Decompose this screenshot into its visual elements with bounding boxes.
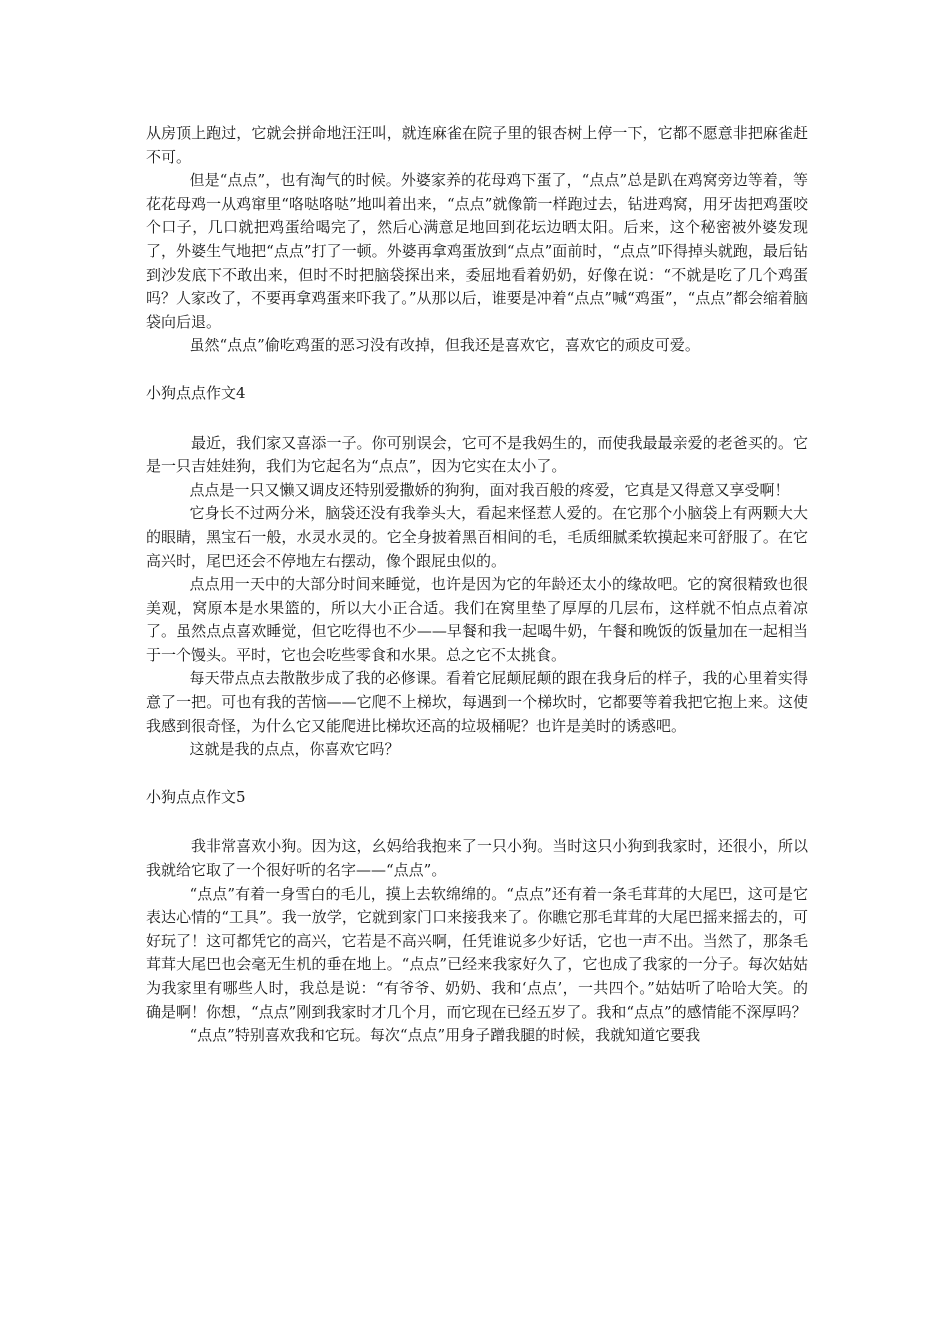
essay-heading-5: 小狗点点作文5 [146,787,246,806]
essay5-paragraph: “点点”有着一身雪白的毛儿，摸上去软绵绵的。“点点”还有着一条毛茸茸的大尾巴，这可是它表达心情的“工具”。我一放学，它就到家门口来接我来了。你瞧它那毛茸茸的大尾巴摇来摇去的，可好玩了！这可都凭它的高兴，它若是不高兴啊，任凭谁说多少好话，它也一声不出。当然了，那条毛茸茸大尾巴也会毫无生机的垂在地上。“点点”已经来我家好久了，它也成了我家的一分子。每次姑姑为我家里有哪些人时，我总是说：“有爷爷、奶奶、我和‘点点’，一共四个。”姑姑听了哈哈大笑。的确是啊！你想，“点点”刚到我家时才几个月，而它现在已经五岁了。我和“点点”的感情能不深厚吗？ [146,884,808,1021]
essay4-paragraph: 每天带点点去散散步成了我的必修课。看着它屁颠屁颠的跟在我身后的样子，我的心里着实得意了一把。可也有我的苦恼——它爬不上梯坎，每遇到一个梯坎时，它都要等着我把它抱上来。这使我感到很奇怪，为什么它又能爬进比梯坎还高的垃圾桶呢？也许是美时的诱惑吧。 [146,669,808,735]
essay4-paragraph: 它身长不过两分米，脑袋还没有我拳头大，看起来怪惹人爱的。在它那个小脑袋上有两颗大大的眼睛，黑宝石一般，水灵水灵的。它全身披着黑百相间的毛，毛质细腻柔软摸起来可舒服了。在它高兴时，尾巴还会不停地左右摆动，像个跟屁虫似的。 [146,504,808,570]
essay4-paragraph: 点点用一天中的大部分时间来睡觉，也许是因为它的年龄还太小的缘故吧。它的窝很精致也很美观，窝原本是水果篮的，所以大小正合适。我们在窝里垫了厚厚的几层布，这样就不怕点点着凉了。虽然点点喜欢睡觉，但它吃得也不少——早餐和我一起喝牛奶，午餐和晚饭的饭量加在一起相当于一个馒头。平时，它也会吃些零食和水果。总之它不太挑食。 [146,575,808,664]
essay5-paragraph: 我非常喜欢小狗。因为这，幺妈给我抱来了一只小狗。当时这只小狗到我家时，还很小，所以我就给它取了一个很好听的名字——“点点”。 [146,837,808,880]
continuation-paragraph: 从房顶上跑过，它就会拼命地汪汪叫，就连麻雀在院子里的银杏树上停一下，它都不愿意非把麻雀赶不可。 [146,124,808,166]
continuation-paragraph: 虽然“点点”偷吃鸡蛋的恶习没有改掉，但我还是喜欢它，喜欢它的顽皮可爱。 [189,336,700,355]
essay4-paragraph: 点点是一只又懒又调皮还特别爱撒娇的狗狗，面对我百般的疼爱，它真是又得意又享受啊！ [189,480,790,499]
continuation-paragraph: 但是“点点”，也有淘气的时候。外婆家养的花母鸡下蛋了，“点点”总是趴在鸡窝旁边等着，等花花母鸡一从鸡窜里“咯哒咯哒”地叫着出来，“点点”就像箭一样跑过去，钻进鸡窝，用牙齿把鸡蛋咬个口子，几口就把鸡蛋给喝完了，然后心满意足地回到花坛边晒太阳。后来，这个秘密被外婆发现了，外婆生气地把“点点”打了一顿。外婆再拿鸡蛋放到“点点”面前时，“点点”吓得掉头就跑，最后钻到沙发底下不敢出来，但时不时把脑袋探出来，委屈地看着奶奶，好像在说：“不就是吃了几个鸡蛋吗？人家改了，不要再拿鸡蛋来吓我了。”从那以后，谁要是冲着“点点”喊“鸡蛋”，“点点”都会缩着脑袋向后退。 [146,171,808,331]
essay4-paragraph: 这就是我的点点，你喜欢它吗？ [189,740,400,759]
essay5-paragraph: “点点”特别喜欢我和它玩。每次“点点”用身子蹭我腿的时候，我就知道它要我 [189,1026,701,1045]
essay-heading-4: 小狗点点作文4 [146,383,246,402]
essay4-paragraph: 最近，我们家又喜添一子。你可别误会，它可不是我妈生的，而使我最最亲爱的老爸买的。它是一只吉娃娃狗，我们为它起名为“点点”，因为它实在太小了。 [146,433,808,476]
